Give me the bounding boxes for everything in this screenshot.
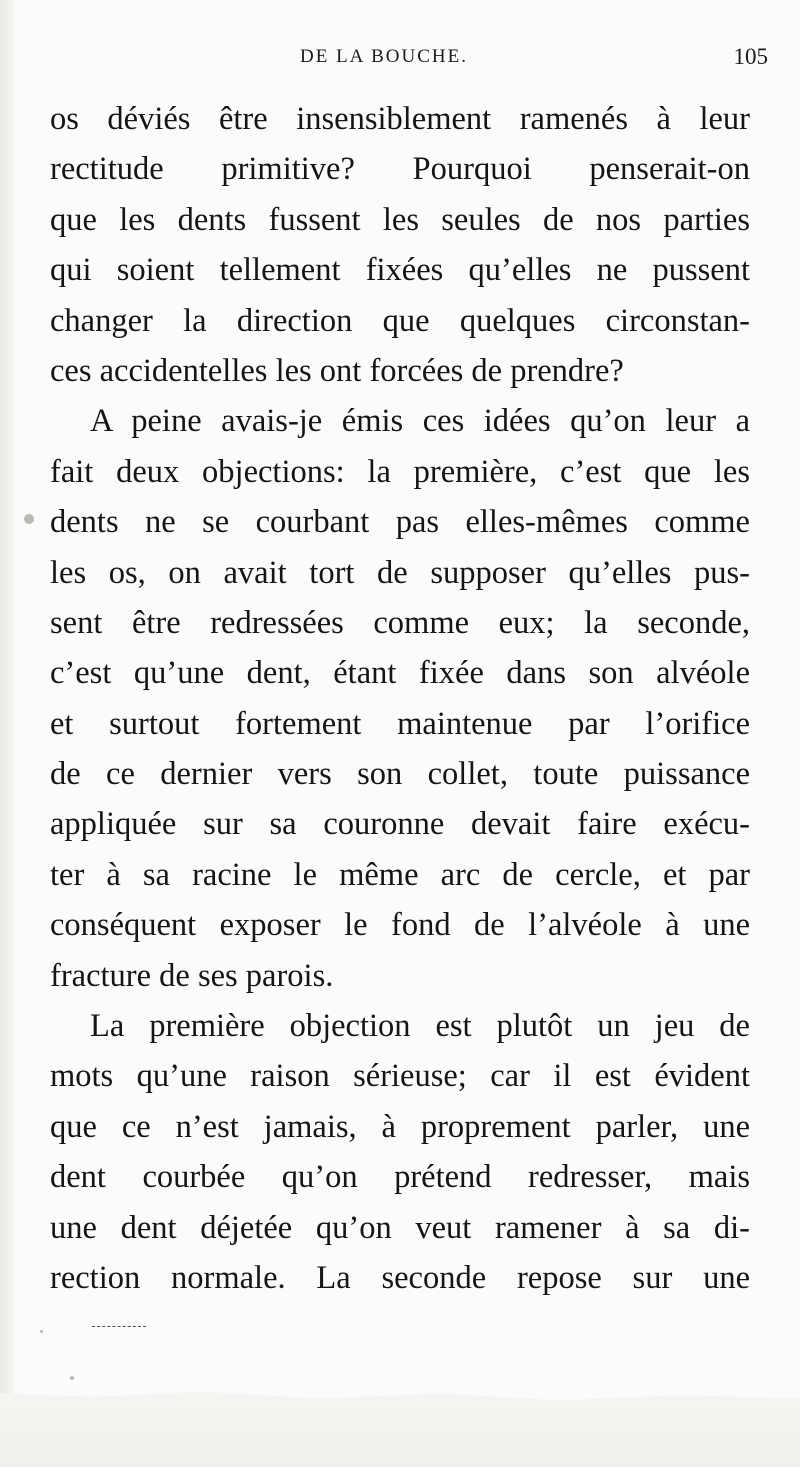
page-header bbox=[0, 44, 800, 78]
text-line: les os, on avait tort de supposer qu’elles pus- bbox=[50, 554, 750, 591]
text-line: dent courbée qu’on prétend redresser, mais bbox=[50, 1159, 750, 1196]
text-line: que ce n’est jamais, à proprement parler, une bbox=[50, 1108, 750, 1145]
text-line: que les dents fussent les seules de nos parties bbox=[50, 201, 750, 238]
footnote-rule bbox=[92, 1326, 146, 1327]
text-line: dents ne se courbant pas elles-mêmes comme bbox=[50, 504, 750, 541]
text-line: fait deux objections: la première, c’est que les bbox=[50, 453, 750, 490]
text-line: fracture de ses parois. bbox=[50, 957, 334, 994]
text-line: rectitude primitive? Pourquoi penserait-on bbox=[50, 151, 750, 188]
text-line: qui soient tellement fixées qu’elles ne pussent bbox=[50, 252, 750, 289]
text-line: os déviés être insensiblement ramenés à leur bbox=[50, 101, 750, 137]
text-line: changer la direction que quelques circonstan- bbox=[50, 302, 750, 339]
text-line: et surtout fortement maintenue par l’orifice bbox=[50, 705, 750, 742]
page-number: 105 bbox=[733, 44, 768, 69]
paper-edge bbox=[0, 0, 14, 1467]
text-line: ces accidentelles les ont forcées de prendre? bbox=[50, 352, 624, 389]
text-line: c’est qu’une dent, étant fixée dans son alvéole bbox=[50, 655, 750, 692]
running-title: DE LA BOUCHE. bbox=[300, 46, 468, 67]
paper-speck bbox=[70, 1376, 74, 1380]
paragraph-start-line: A peine avais-je émis ces idées qu’on leur a bbox=[90, 403, 750, 440]
text-line: sent être redressées comme eux; la seconde, bbox=[50, 604, 750, 641]
page-bottom-edge bbox=[0, 1377, 800, 1467]
text-line: ter à sa racine le même arc de cercle, et par bbox=[50, 856, 750, 893]
text-line: de ce dernier vers son collet, toute puissance bbox=[50, 756, 750, 793]
text-line: rection normale. La seconde repose sur une bbox=[50, 1259, 750, 1296]
paragraph-start-line: La première objection est plutôt un jeu de bbox=[90, 1008, 750, 1045]
paper-speck bbox=[40, 1330, 43, 1333]
text-line: mots qu’une raison sérieuse; car il est évident bbox=[50, 1058, 750, 1095]
paper-speck bbox=[24, 514, 34, 524]
text-line: une dent déjetée qu’on veut ramener à sa di- bbox=[50, 1209, 750, 1246]
text-line: conséquent exposer le fond de l’alvéole à une bbox=[50, 907, 750, 944]
text-line: appliquée sur sa couronne devait faire exécu- bbox=[50, 806, 750, 843]
body-text bbox=[50, 94, 750, 1303]
